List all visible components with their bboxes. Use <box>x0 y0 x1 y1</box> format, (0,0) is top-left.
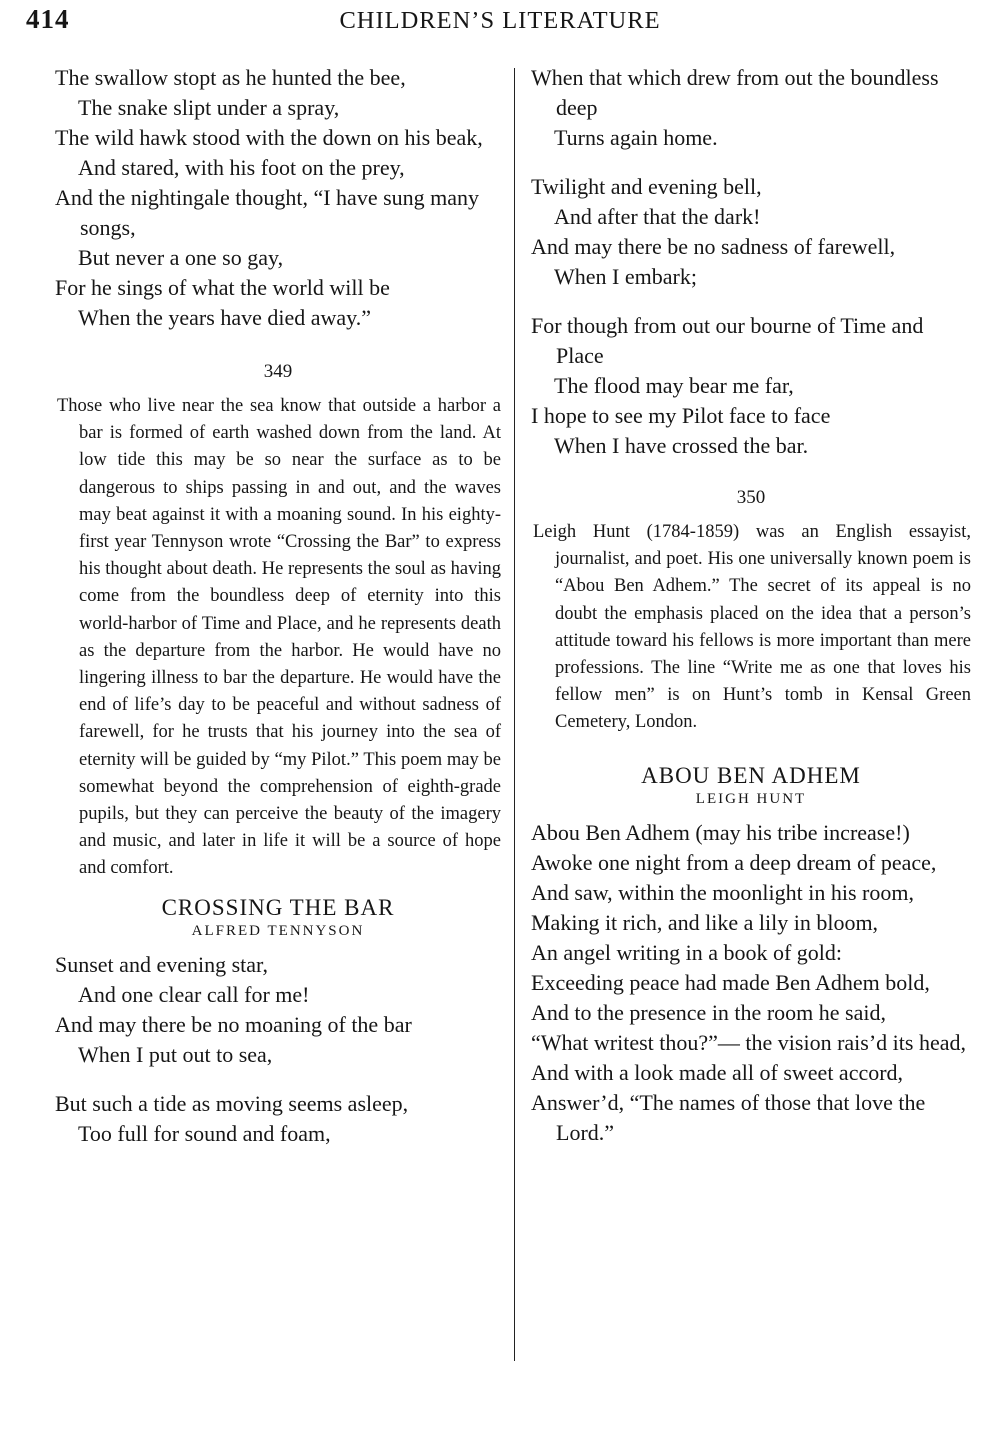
running-title: CHILDREN’S LITERATURE <box>339 7 661 34</box>
poem-line: When I embark; <box>554 264 697 289</box>
poem-line: Too full for sound and foam, <box>78 1120 331 1146</box>
poem-line: Answer’d, “The names of those that love the Lord.” <box>531 1089 926 1145</box>
poem-line: The snake slipt under a spray, <box>78 95 340 120</box>
poem-line: For though from out our bourne of Time and Place <box>531 313 924 368</box>
poem-line: The swallow stopt as he hunted the bee, <box>55 65 406 90</box>
poem-line: When I put out to sea, <box>78 1041 273 1067</box>
abou-ben-adhem-lines <box>531 818 971 1148</box>
section-number-349: 349 <box>263 361 293 382</box>
poem-line: But never a one so gay, <box>78 245 284 270</box>
poem-line: And saw, within the moonlight in his room, <box>531 879 914 905</box>
poem-line: And with a look made all of sweet accord, <box>531 1059 904 1085</box>
column-divider <box>514 68 515 1361</box>
crossing-bar-stanza-2-end <box>531 63 971 153</box>
note-350: Leigh Hunt (1784-1859) was an English essayist, journalist, and poet. His one universally known poem is “Abou Ben Adhem.” The secret of its appeal is no doubt the emphasis placed on the idea that a person’s attitude toward his fellows is more important than mere professions. The line “Write me as one that loves his fellow men” is on Hunt’s tomb in Kensal Green Cemetery, London. <box>533 522 971 733</box>
left-column <box>55 63 501 1149</box>
poem-line: I hope to see my Pilot face to face <box>531 403 831 428</box>
poem-line: The flood may bear me far, <box>554 373 794 398</box>
crossing-bar-stanza-4 <box>531 311 971 461</box>
poem-line: Awoke one night from a deep dream of peace, <box>531 849 937 875</box>
poem-title-abou-ben-adhem: ABOU BEN ADHEM <box>641 762 861 788</box>
poem-line: Making it rich, and like a lily in bloom, <box>531 909 879 935</box>
poem-line: Turns again home. <box>554 125 718 150</box>
poem-line: But such a tide as moving seems asleep, <box>55 1090 409 1116</box>
poem-line: When the years have died away.” <box>78 305 371 330</box>
poem-line: And may there be no moaning of the bar <box>55 1011 412 1037</box>
section-number-350: 350 <box>736 487 766 508</box>
poem-title-crossing-the-bar: CROSSING THE BAR <box>161 894 395 920</box>
poem-line: And to the presence in the room he said, <box>531 999 886 1025</box>
poem-line: When I have crossed the bar. <box>554 433 809 458</box>
crossing-bar-stanza-3 <box>531 172 971 292</box>
poem-line: And after that the dark! <box>554 204 761 229</box>
poem-author-tennyson: ALFRED TENNYSON <box>191 922 365 939</box>
poem-line: And stared, with his foot on the prey, <box>78 155 405 180</box>
poem-line: The wild hawk stood with the down on his beak, <box>55 125 483 150</box>
poem-line: An angel writing in a book of gold: <box>531 939 843 965</box>
poem-line: Abou Ben Adhem (may his tribe increase!) <box>531 819 910 845</box>
note-349: Those who live near the sea know that outside a harbor a bar is formed of earth washed down from the land. At low tide this may be so near the surface as to be dangerous to ships passing in and out, and the waves may beat against it with a moaning sound. In his eighty-first year Tennyson wrote “Crossing the Bar” to express his thought about death. He represents the soul as having come from the boundless deep of eternity into this world-harbor of Time and Place, and he represents death as the departure from the harbor. He would have no lingering illness to bar the departure. He would have the end of life’s day to be peaceful and without sadness of farewell, for he trusts that his journey into the sea of eternity will be guided by “my Pilot.” This poem may be somewhat beyond the comprehension of eighth-grade pupils, but they can perceive the beauty of the imagery and music, and later in life it will be a source of hope and comfort. <box>57 396 501 879</box>
poem-line: For he sings of what the world will be <box>55 275 390 300</box>
page-number: 414 <box>26 4 70 34</box>
poem-line: When that which drew from out the boundless deep <box>531 65 939 120</box>
poem-line: Twilight and evening bell, <box>531 174 762 199</box>
right-column <box>531 63 971 1148</box>
poem-line: And the nightingale thought, “I have sung many songs, <box>55 185 480 240</box>
poem-line: Exceeding peace had made Ben Adhem bold, <box>531 969 930 995</box>
poem-line: Sunset and evening star, <box>55 951 268 977</box>
crossing-bar-stanza-1 <box>55 950 501 1070</box>
poem-line: And may there be no sadness of farewell, <box>531 234 896 259</box>
crossing-bar-stanza-2 <box>55 1089 501 1149</box>
poem-line: “What writest thou?”— the vision rais’d its head, <box>531 1029 966 1055</box>
poem-line: And one clear call for me! <box>78 981 310 1007</box>
poem-author-leigh-hunt: LEIGH HUNT <box>695 790 807 807</box>
poem-fragment <box>55 63 501 333</box>
